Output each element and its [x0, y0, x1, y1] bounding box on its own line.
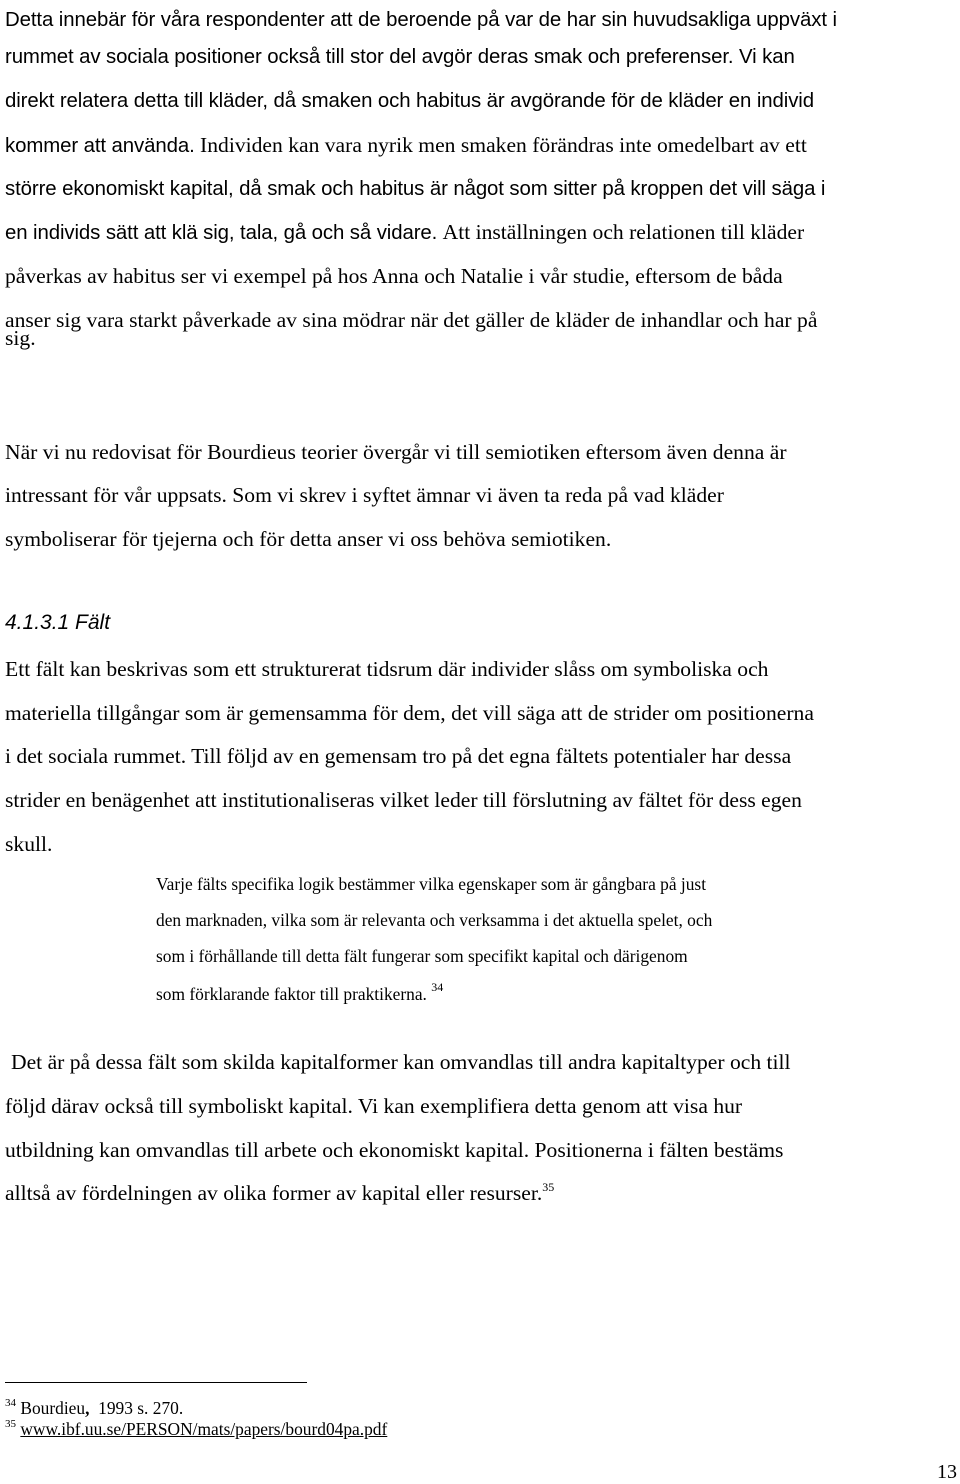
text-line: Ett fält kan beskrivas som ett strukturerat tidsrum där individer slåss om symboliska och: [5, 657, 769, 681]
footnote-link[interactable]: www.ibf.uu.se/PERSON/mats/papers/bourd04pa.pdf: [20, 1419, 388, 1439]
text-line: större ekonomiskt kapital, då smak och habitus är något som sitter på kroppen det vill säga i: [5, 178, 826, 200]
text-line: påverkas av habitus ser vi exempel på hos Anna och Natalie i vår studie, eftersom de båda: [5, 264, 783, 288]
text-line: Detta innebär för våra respondenter att de beroende på var de har sin huvudsakliga uppväxt i: [5, 9, 837, 31]
text-span: kommer att använda.: [5, 135, 195, 157]
footnote: [5, 1418, 387, 1440]
text-span: intressant för vår uppsats.: [5, 483, 227, 507]
text-line: symboliserar för tjejerna och för detta anser vi oss behöva semiotiken.: [5, 527, 612, 551]
text-line: utbildning kan omvandlas till arbete och ekonomiskt kapital. Positionerna i fälten bestäms: [5, 1138, 784, 1162]
footnote-ref[interactable]: 35: [542, 1180, 555, 1194]
section-heading: 4.1.3.1 Fält: [5, 611, 111, 634]
text-line: [5, 482, 724, 508]
text-line: följd därav också till symboliskt kapital. Vi kan exemplifiera detta genom att visa hur: [5, 1094, 743, 1118]
footnote-separator: [5, 1382, 307, 1383]
text-span: Som vi skrev i syftet ämnar vi även ta reda på vad kläder: [232, 483, 724, 507]
footnote-ref[interactable]: 34: [431, 980, 444, 994]
footnote-text: ,: [85, 1398, 90, 1418]
page-number: 13: [937, 1461, 957, 1483]
footnote-number: 35: [5, 1418, 16, 1430]
text-line: [5, 132, 807, 159]
quote-line: Varje fälts specifika logik bestämmer vilka egenskaper som är gångbara på just: [156, 874, 707, 894]
text-line: [5, 1180, 554, 1206]
text-line: sig.: [5, 326, 36, 350]
footnote-text: 1993 s. 270.: [98, 1398, 184, 1418]
text-line: strider en benägenhet att institutionaliseras vilket leder till förslutning av fältet för dess egen: [5, 788, 802, 812]
text-line: När vi nu redovisat för Bourdieus teorier övergår vi till semiotiken eftersom även denna är: [5, 440, 787, 464]
text-line: anser sig vara starkt påverkade av sina mödrar när det gäller de kläder de inhandlar och har på: [5, 308, 818, 332]
text-line: rummet av sociala positioner också till stor del avgör deras smak och preferenser. Vi kan: [5, 46, 795, 68]
text-span: Att inställningen och relationen till kläder: [442, 220, 805, 244]
text-span: en individs sätt att klä sig, tala, gå och så vidare.: [5, 222, 438, 244]
text-line: Det är på dessa fält som skilda kapitalformer kan omvandlas till andra kapitaltyper och till: [11, 1050, 791, 1074]
footnote-number: 34: [5, 1397, 16, 1409]
text-line: direkt relatera detta till kläder, då smaken och habitus är avgörande för de kläder en individ: [5, 90, 814, 112]
footnote: [5, 1397, 183, 1419]
text-span: Individen kan vara nyrik men smaken förändras inte omedelbart av ett: [200, 133, 807, 157]
footnote-text: Bourdieu: [20, 1398, 86, 1418]
text-line: materiella tillgångar som är gemensamma för dem, det vill säga att de strider om positionerna: [5, 701, 814, 725]
text-span: alltså av fördelningen av olika former av kapital eller resurser.: [5, 1181, 543, 1205]
text-line: i det sociala rummet. Till följd av en gemensam tro på det egna fältets potentialer har dessa: [5, 744, 792, 768]
quote-line: den marknaden, vilka som är relevanta och verksamma i det aktuella spelet, och: [156, 910, 713, 930]
text-line: [5, 219, 804, 246]
quote-line: [156, 980, 444, 1005]
text-line: skull.: [5, 832, 53, 856]
quote-text: som förklarande faktor till praktikerna.: [156, 984, 427, 1004]
quote-line: som i förhållande till detta fält fungerar som specifikt kapital och därigenom: [156, 946, 688, 966]
